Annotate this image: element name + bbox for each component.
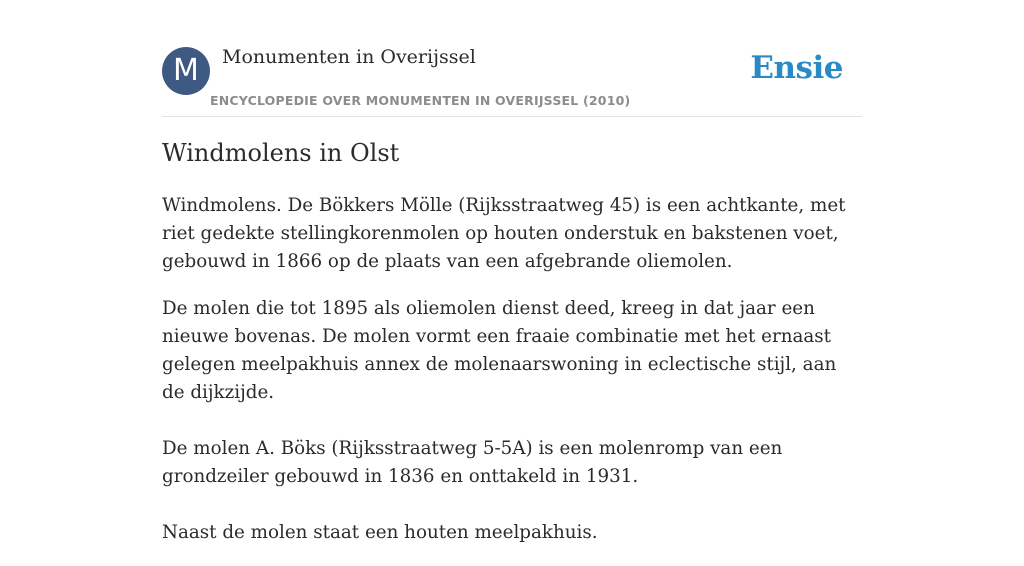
source-header [162,0,862,117]
source-title-link[interactable]: Monumenten in Overijssel [222,46,476,68]
article-title: Windmolens in Olst [162,139,400,167]
article-paragraph: De molen A. Böks (Rijksstraatweg 5-5A) is een molenromp van een grondzeiler gebouwd in 1836 en onttakeld in 1931. [162,438,783,487]
article-page [162,0,862,543]
article-paragraph: Naast de molen staat een houten meelpakhuis. [162,522,598,543]
article-paragraph: Windmolens. De Bökkers Mölle (Rijksstraatweg 45) is een achtkante, met riet gedekte stellingkorenmolen op houten onderstuk en bakstenen voet, gebouwd in 1866 op de plaats van een afgebrande oliemolen. [162,195,846,272]
article-paragraph: De molen die tot 1895 als oliemolen dienst deed, kreeg in dat jaar een nieuwe bovenas. De molen vormt een fraaie combinatie met het ernaast gelegen meelpakhuis annex de molenaarswoning in eclectische stijl, aan de dijkzijde. [162,298,837,403]
ensie-logo[interactable]: Ensie [750,50,843,86]
article-body [162,192,862,566]
source-subtitle: ENCYCLOPEDIE OVER MONUMENTEN IN OVERIJSSEL (2010) [210,93,631,108]
source-avatar[interactable]: M [162,47,210,95]
